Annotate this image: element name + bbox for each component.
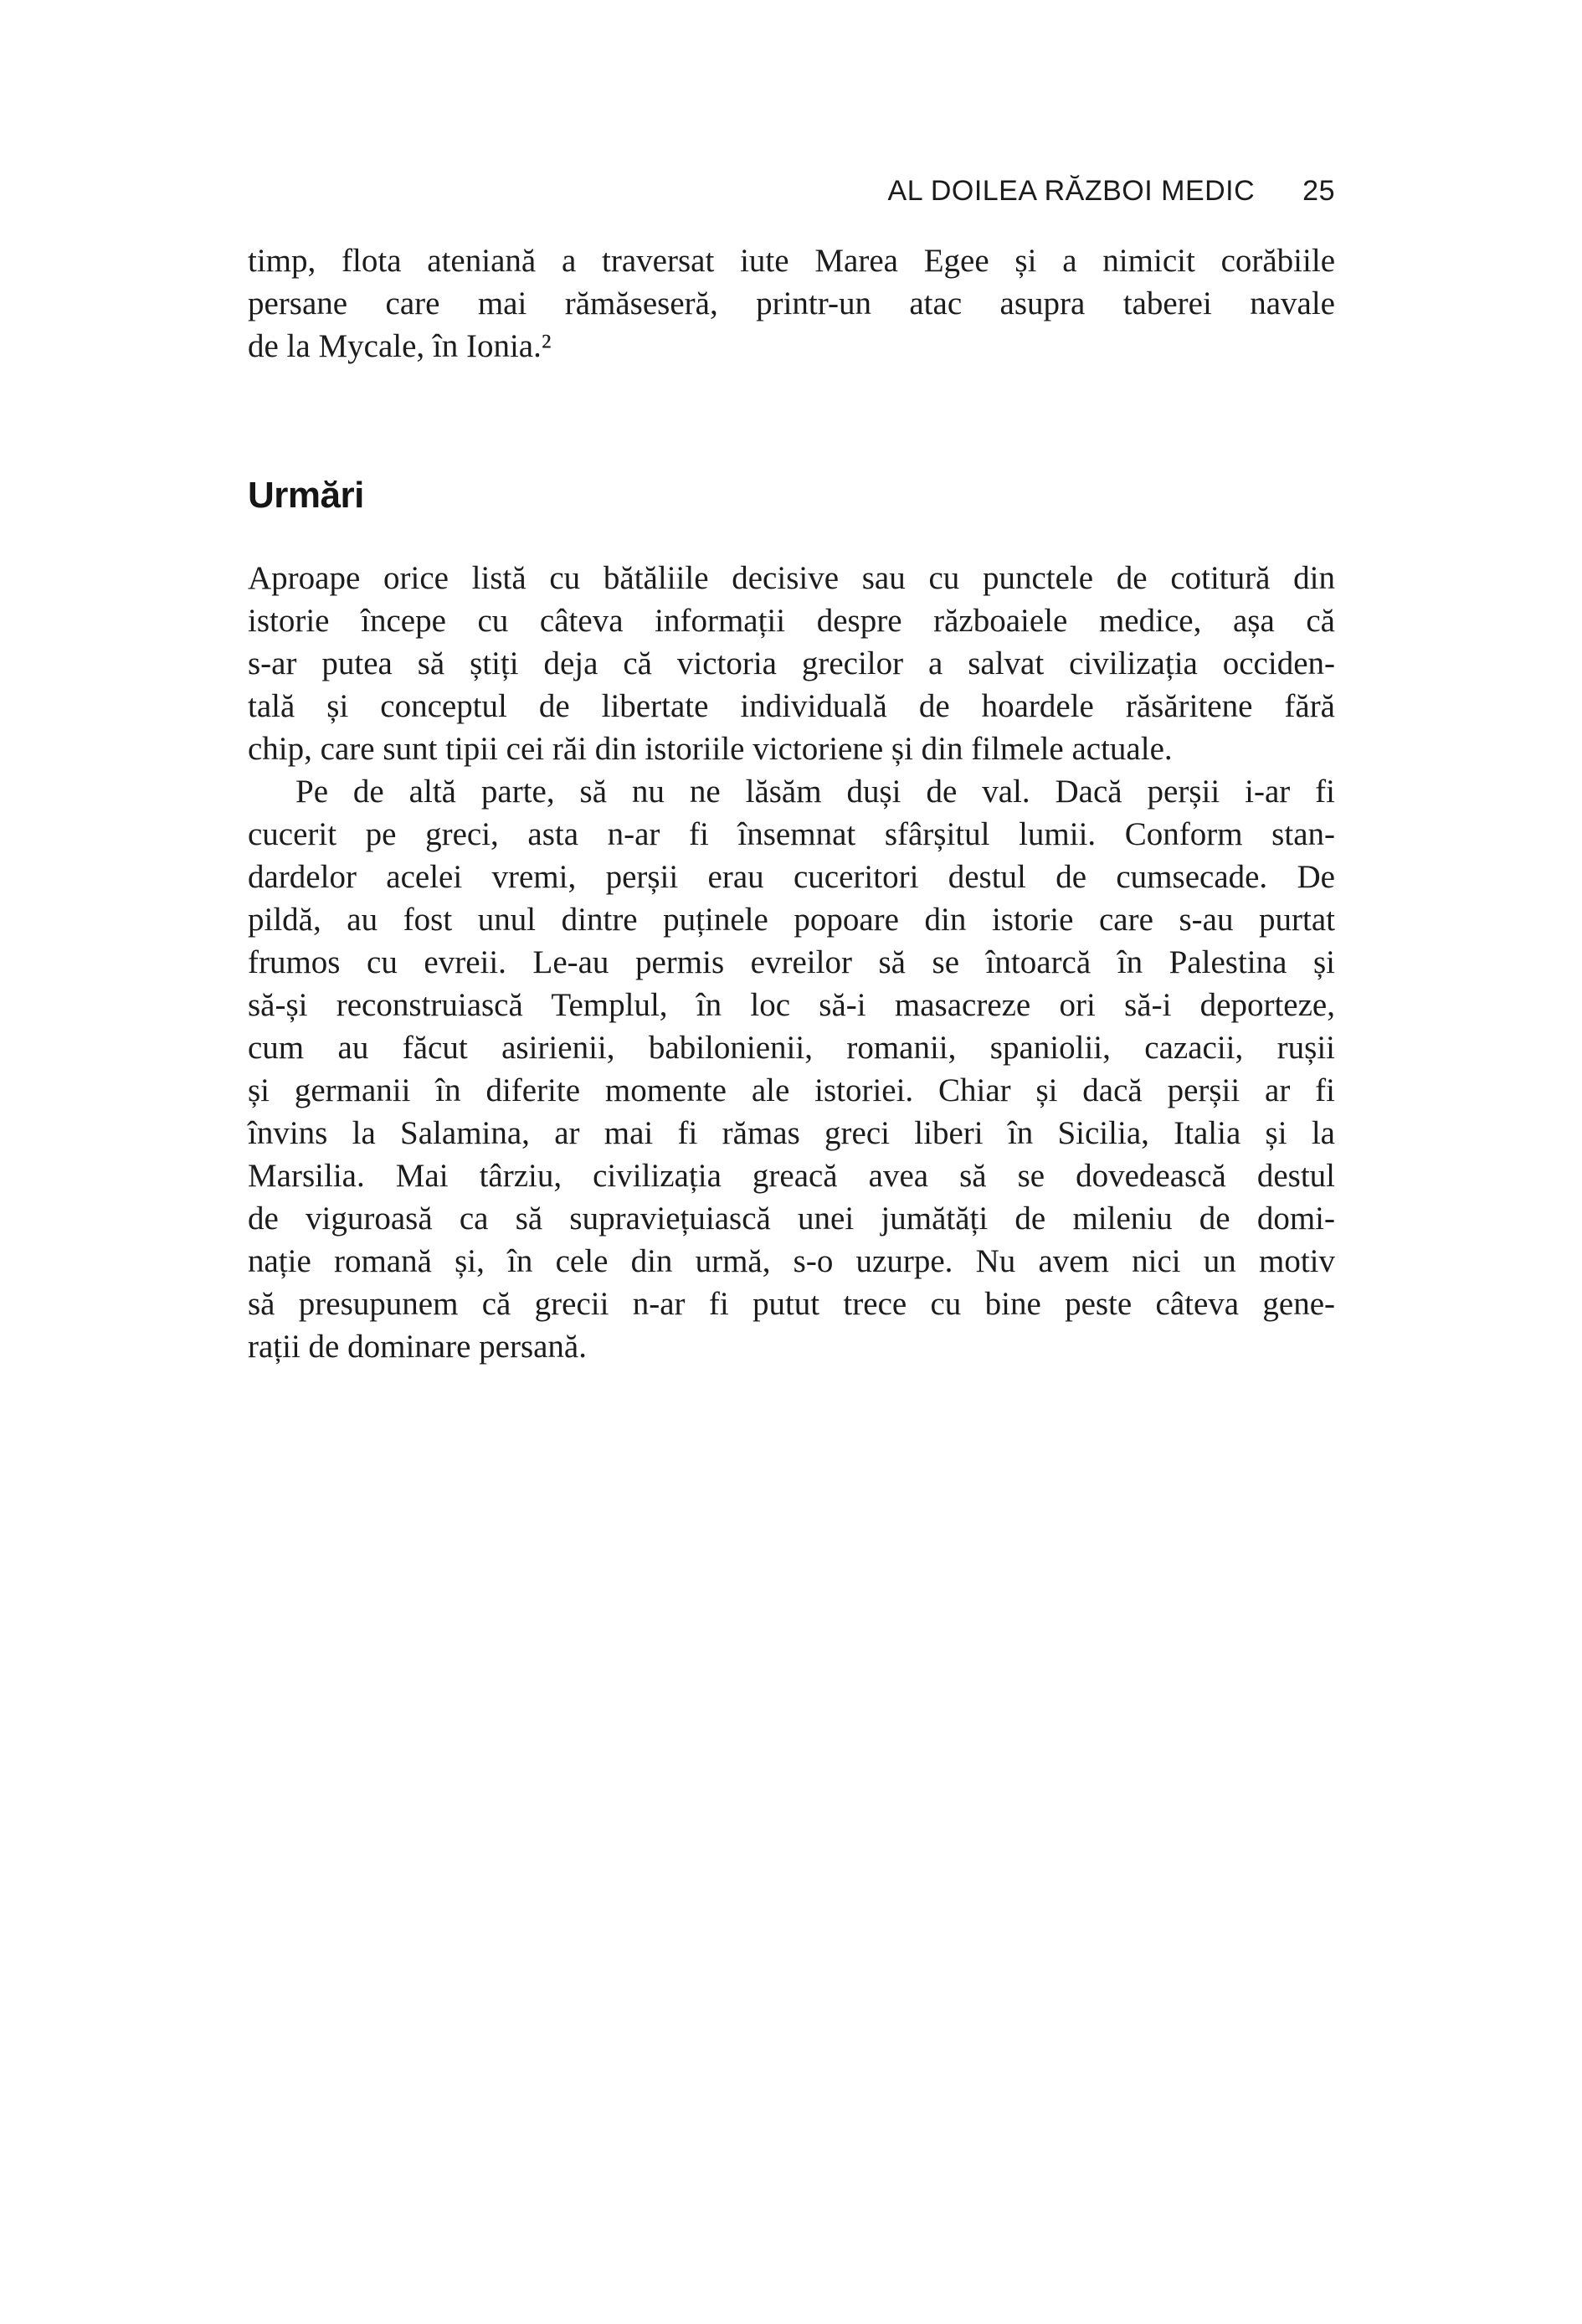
text-line: să presupunem că grecii n-ar fi putut trece cu bine peste câteva gene- (248, 1286, 1335, 1322)
text-line: învins la Salamina, ar mai fi rămas greci liberi în Sicilia, Italia și la (248, 1115, 1335, 1151)
text-line: frumos cu evreii. Le-au permis evreilor să se întoarcă în Palestina și (248, 944, 1335, 980)
text-line: Aproape orice listă cu bătăliile decisive sau cu punctele de cotitură din (248, 560, 1335, 596)
text-line: tală și conceptul de libertate individuală de hoardele răsăritene fără (248, 688, 1335, 724)
running-head (248, 174, 1335, 208)
text-line: dardelor acelei vremi, perșii erau cuceritori destul de cumsecade. De (248, 859, 1335, 895)
text-line: rații de dominare persană. (248, 1329, 587, 1365)
text-line: s-ar putea să știți deja că victoria grecilor a salvat civilizația occiden- (248, 645, 1335, 681)
paragraph-chapter-continuation (248, 239, 1335, 368)
text-line: să-și reconstruiască Templul, în loc să-i masacreze ori să-i deporteze, (248, 987, 1335, 1023)
text-line: Pe de altă parte, să nu ne lăsăm duși de val. Dacă perșii i-ar fi (295, 774, 1335, 810)
text-line: cucerit pe greci, asta n-ar fi însemnat sfârșitul lumii. Conform stan- (248, 816, 1335, 852)
text-line: de viguroasă ca să supraviețuiască unei jumătăți de mileniu de domi- (248, 1201, 1335, 1237)
page-number: 25 (1302, 175, 1335, 207)
paragraph-aftermath-intro (248, 557, 1335, 770)
text-line: timp, flota ateniană a traversat iute Marea Egee și a nimicit corăbiile (248, 243, 1335, 279)
text-line: istorie începe cu câteva informații despre războaiele medice, așa că (248, 603, 1335, 639)
text-line: și germanii în diferite momente ale istoriei. Chiar și dacă perșii ar fi (248, 1072, 1335, 1108)
text-line: pildă, au fost unul dintre puținele popoare din istorie care s-au purtat (248, 902, 1335, 938)
paragraph-aftermath-body (248, 770, 1335, 1368)
text-line: cum au făcut asirienii, babilonienii, romanii, spaniolii, cazacii, rușii (248, 1030, 1335, 1066)
text-line: Marsilia. Mai târziu, civilizația greacă avea să se dovedească destul (248, 1158, 1335, 1194)
text-line: nație romană și, în cele din urmă, s-o uzurpe. Nu avem nici un motiv (248, 1243, 1335, 1279)
text-line: de la Mycale, în Ionia.² (248, 328, 552, 364)
text-line: persane care mai rămăseseră, printr-un atac asupra taberei navale (248, 285, 1335, 321)
text-line: chip, care sunt tipii cei răi din istoriile victoriene și din filmele actuale. (248, 731, 1173, 767)
running-title: AL DOILEA RĂZBOI MEDIC (887, 175, 1256, 207)
section-heading: Urmări (248, 475, 364, 516)
